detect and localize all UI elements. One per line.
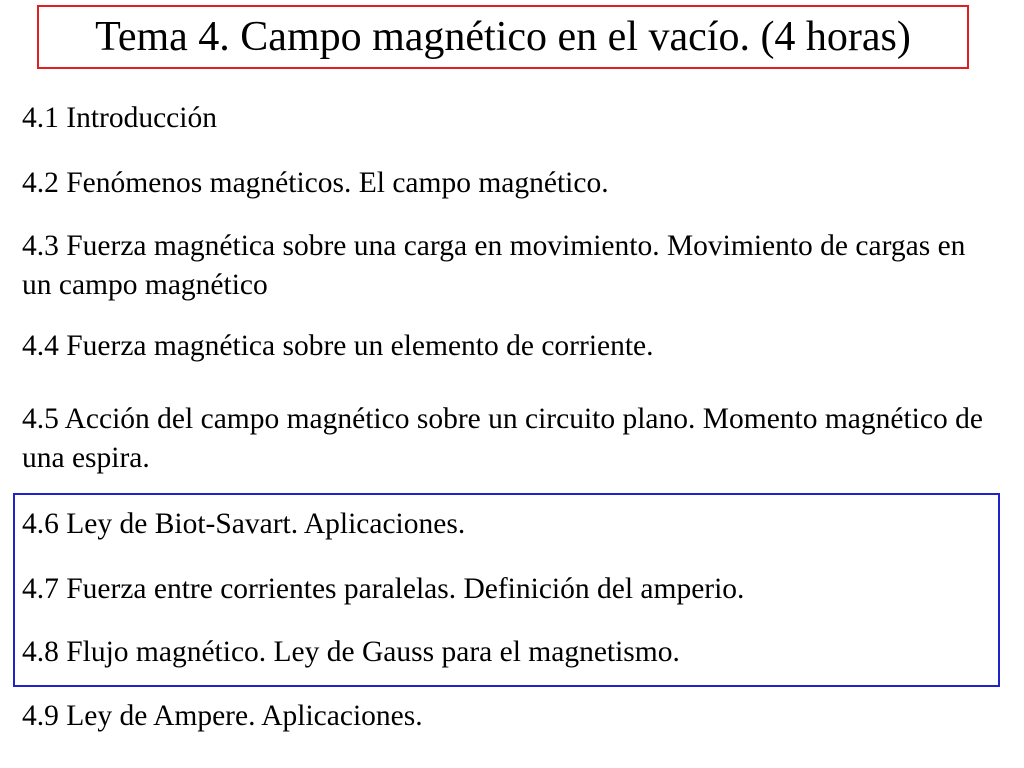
slide-title: Tema 4. Campo magnético en el vacío. (4 horas) — [95, 14, 911, 60]
topic-item-4-7: 4.7 Fuerza entre corrientes paralelas. Definición del amperio. — [22, 573, 745, 605]
topic-item-4-8: 4.8 Flujo magnético. Ley de Gauss para el magnetismo. — [22, 636, 680, 668]
topic-item-4-9: 4.9 Ley de Ampere. Aplicaciones. — [22, 700, 423, 732]
topic-item-4-1: 4.1 Introducción — [22, 102, 217, 134]
title-box — [37, 5, 969, 69]
topic-item-4-6: 4.6 Ley de Biot-Savart. Aplicaciones. — [22, 508, 466, 540]
topic-item-4-2: 4.2 Fenómenos magnéticos. El campo magnético. — [22, 167, 609, 199]
topic-item-4-3: 4.3 Fuerza magnética sobre una carga en movimiento. Movimiento de cargas en un campo magnético — [22, 230, 966, 301]
topic-item-4-5: 4.5 Acción del campo magnético sobre un circuito plano. Momento magnético de una espira. — [22, 403, 983, 474]
topic-item-4-4: 4.4 Fuerza magnética sobre un elemento de corriente. — [22, 330, 654, 362]
